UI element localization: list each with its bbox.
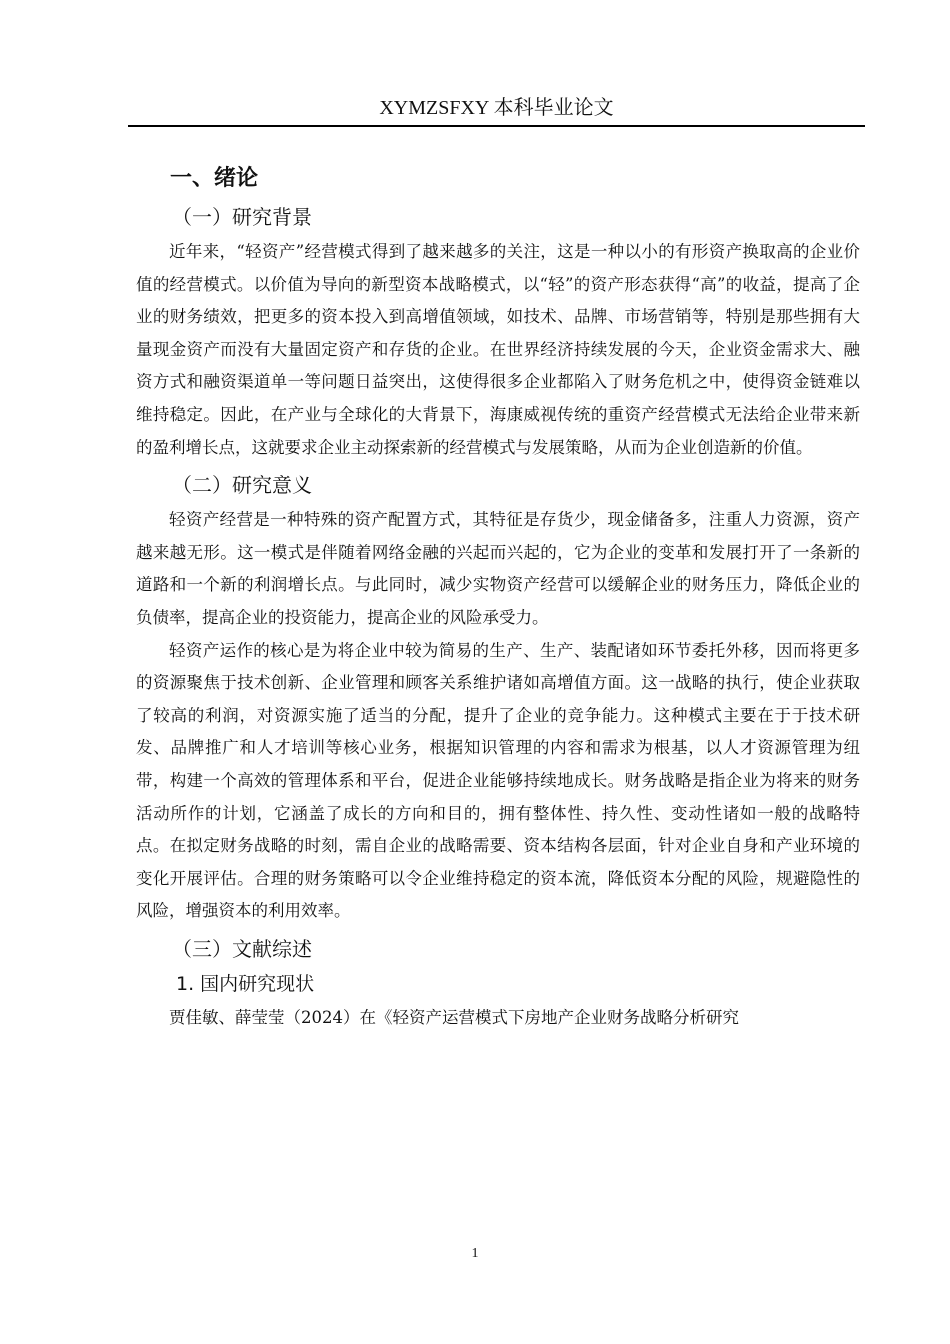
header-title: XYMZSFXY 本科毕业论文 — [379, 97, 614, 119]
paragraph-background-1: 近年来，“轻资产”经营模式得到了越来越多的关注，这是一种以小的有形资产换取高的企业价值的经营模式。以价值为导向的新型资本战略模式，以“轻”的资产形态获得“高”的收益，提高了企业的财务绩效，把更多的资本投入到高增值领域，如技术、品牌、市场营销等，特别是那些拥有大量现金资产而没有大量固定资产和存货的企业。在世界经济持续发展的今天，企业资金需求大、融资方式和融资渠道单一等问题日益突出，这使得很多企业都陷入了财务危机之中，使得资金链难以维持稳定。因此，在产业与全球化的大背景下，海康威视传统的重资产经营模式无法给企业带来新的盈利增长点，这就要求企业主动探索新的经营模式与发展策略，从而为企业创造新的价值。 — [136, 242, 860, 457]
paragraph-significance-2: 轻资产运作的核心是为将企业中较为简易的生产、生产、装配诸如环节委托外移，因而将更多的资源聚焦于技术创新、企业管理和顾客关系维护诸如高增值方面。这一战略的执行，使企业获取了较高的利润，对资源实施了适当的分配，提升了企业的竞争能力。这种模式主要在于于技术研发、品牌推广和人才培训等核心业务，根据知识管理的内容和需求为根基，以人才资源管理为纽带，构建一个高效的管理体系和平台，促进企业能够持续地成长。财务战略是指企业为将来的财务活动所作的计划，它涵盖了成长的方向和目的，拥有整体性、持久性、变动性诸如一般的战略特点。在拟定财务战略的时刻，需自企业的战略需要、资本结构各层面，针对企业自身和产业环境的变化开展评估。合理的财务策略可以令企业维持稳定的资本流，降低资本分配的风险，规避隐性的风险，增强资本的利用效率。 — [136, 640, 860, 921]
page-number: 1 — [471, 1246, 479, 1261]
chapter-title: 一、绪论 — [170, 166, 259, 191]
subsection-title-domestic: 1. 国内研究现状 — [176, 972, 315, 995]
section-title-literature: （三）文献综述 — [172, 936, 312, 961]
paragraph-significance-1: 轻资产经营是一种特殊的资产配置方式，其特征是存货少，现金储备多，注重人力资源，资产越来越无形。这一模式是伴随着网络金融的兴起而兴起的，它为企业的变革和发展打开了一条新的道路和一个新的利润增长点。与此同时，减少实物资产经营可以缓解企业的财务压力，降低企业的负债率，提高企业的投资能力，提高企业的风险承受力。 — [136, 510, 860, 627]
header-rule — [128, 125, 865, 127]
running-header — [128, 94, 865, 126]
section-title-significance: （二）研究意义 — [172, 473, 312, 498]
paragraph-literature-1: 贾佳敏、薛莹莹（2024）在《轻资产运营模式下房地产企业财务战略分析研究 — [169, 1007, 739, 1027]
page-body — [136, 160, 860, 1034]
section-title-background: （一）研究背景 — [172, 205, 312, 229]
